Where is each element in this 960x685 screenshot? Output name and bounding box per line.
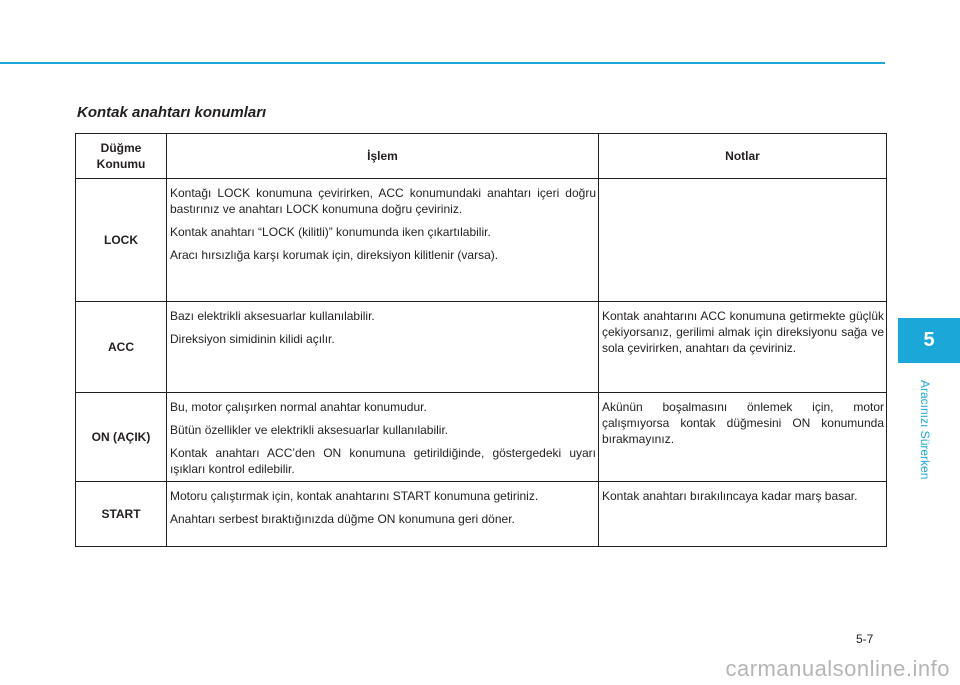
- operation-text: Bazı elektrikli aksesuarlar kullanılabilir.: [170, 309, 375, 323]
- position-cell: START: [76, 482, 167, 547]
- notes-text: Kontak anahtarını ACC konumuna getirmekte güçlük çekiyorsanız, gerilimi almak için direksiyonu sağa ve sola çevirirken, anahtarı da çeviriniz.: [602, 309, 884, 355]
- table-row: [76, 393, 887, 482]
- operation-cell: [167, 179, 599, 302]
- position-cell: ON (AÇIK): [76, 393, 167, 482]
- notes-text: Akünün boşalmasını önlemek için, motor çalışmıyorsa kontak düğmesini ON konumunda bırakmayınız.: [602, 400, 884, 446]
- operation-text: Anahtarı serbest bıraktığınızda düğme ON konumuna geri döner.: [170, 512, 515, 526]
- operation-text: Bütün özellikler ve elektrikli aksesuarlar kullanılabilir.: [170, 423, 449, 437]
- watermark[interactable]: carmanualsonline.info: [725, 656, 950, 681]
- notes-text: Kontak anahtarı bırakılıncaya kadar marş basar.: [602, 489, 858, 503]
- table-row: [76, 302, 887, 393]
- operation-text: Direksiyon simidinin kilidi açılır.: [170, 332, 335, 346]
- table-row: [76, 482, 887, 547]
- chapter-label: Aracınızı Sürerken: [918, 380, 932, 480]
- operation-text: Kontak anahtarı ACC’den ON konumuna getirildiğinde, göstergedeki uyarı ışıkları kontrol edilebilir.: [170, 446, 596, 476]
- header-notes: Notlar: [599, 134, 887, 179]
- position-cell: LOCK: [76, 179, 167, 302]
- operation-text: Motoru çalıştırmak için, kontak anahtarını START konumuna getiriniz.: [170, 489, 539, 503]
- ignition-positions-table: [75, 133, 887, 547]
- operation-text: Kontak anahtarı “LOCK (kilitli)” konumunda iken çıkartılabilir.: [170, 225, 491, 239]
- operation-text: Bu, motor çalışırken normal anahtar konumudur.: [170, 400, 427, 414]
- notes-cell: [599, 179, 887, 302]
- header-position: Düğme Konumu: [76, 134, 167, 179]
- operation-text: Aracı hırsızlığa karşı korumak için, direksiyon kilitlenir (varsa).: [170, 248, 499, 262]
- notes-cell: [599, 302, 887, 393]
- header-operation: İşlem: [167, 134, 599, 179]
- notes-cell: [599, 393, 887, 482]
- table-row: [76, 179, 887, 302]
- operation-cell: [167, 393, 599, 482]
- table-header-row: [76, 134, 887, 179]
- chapter-number-tab: 5: [898, 318, 960, 363]
- position-cell: ACC: [76, 302, 167, 393]
- operation-cell: [167, 302, 599, 393]
- operation-text: Kontağı LOCK konumuna çevirirken, ACC konumundaki anahtarı içeri doğru bastırınız ve anahtarı LOCK konumuna doğru çeviriniz.: [170, 186, 596, 216]
- notes-cell: [599, 482, 887, 547]
- page-number: 5-7: [856, 632, 874, 646]
- header-rule: [0, 62, 885, 64]
- section-title: Kontak anahtarı konumları: [77, 104, 267, 121]
- operation-cell: [167, 482, 599, 547]
